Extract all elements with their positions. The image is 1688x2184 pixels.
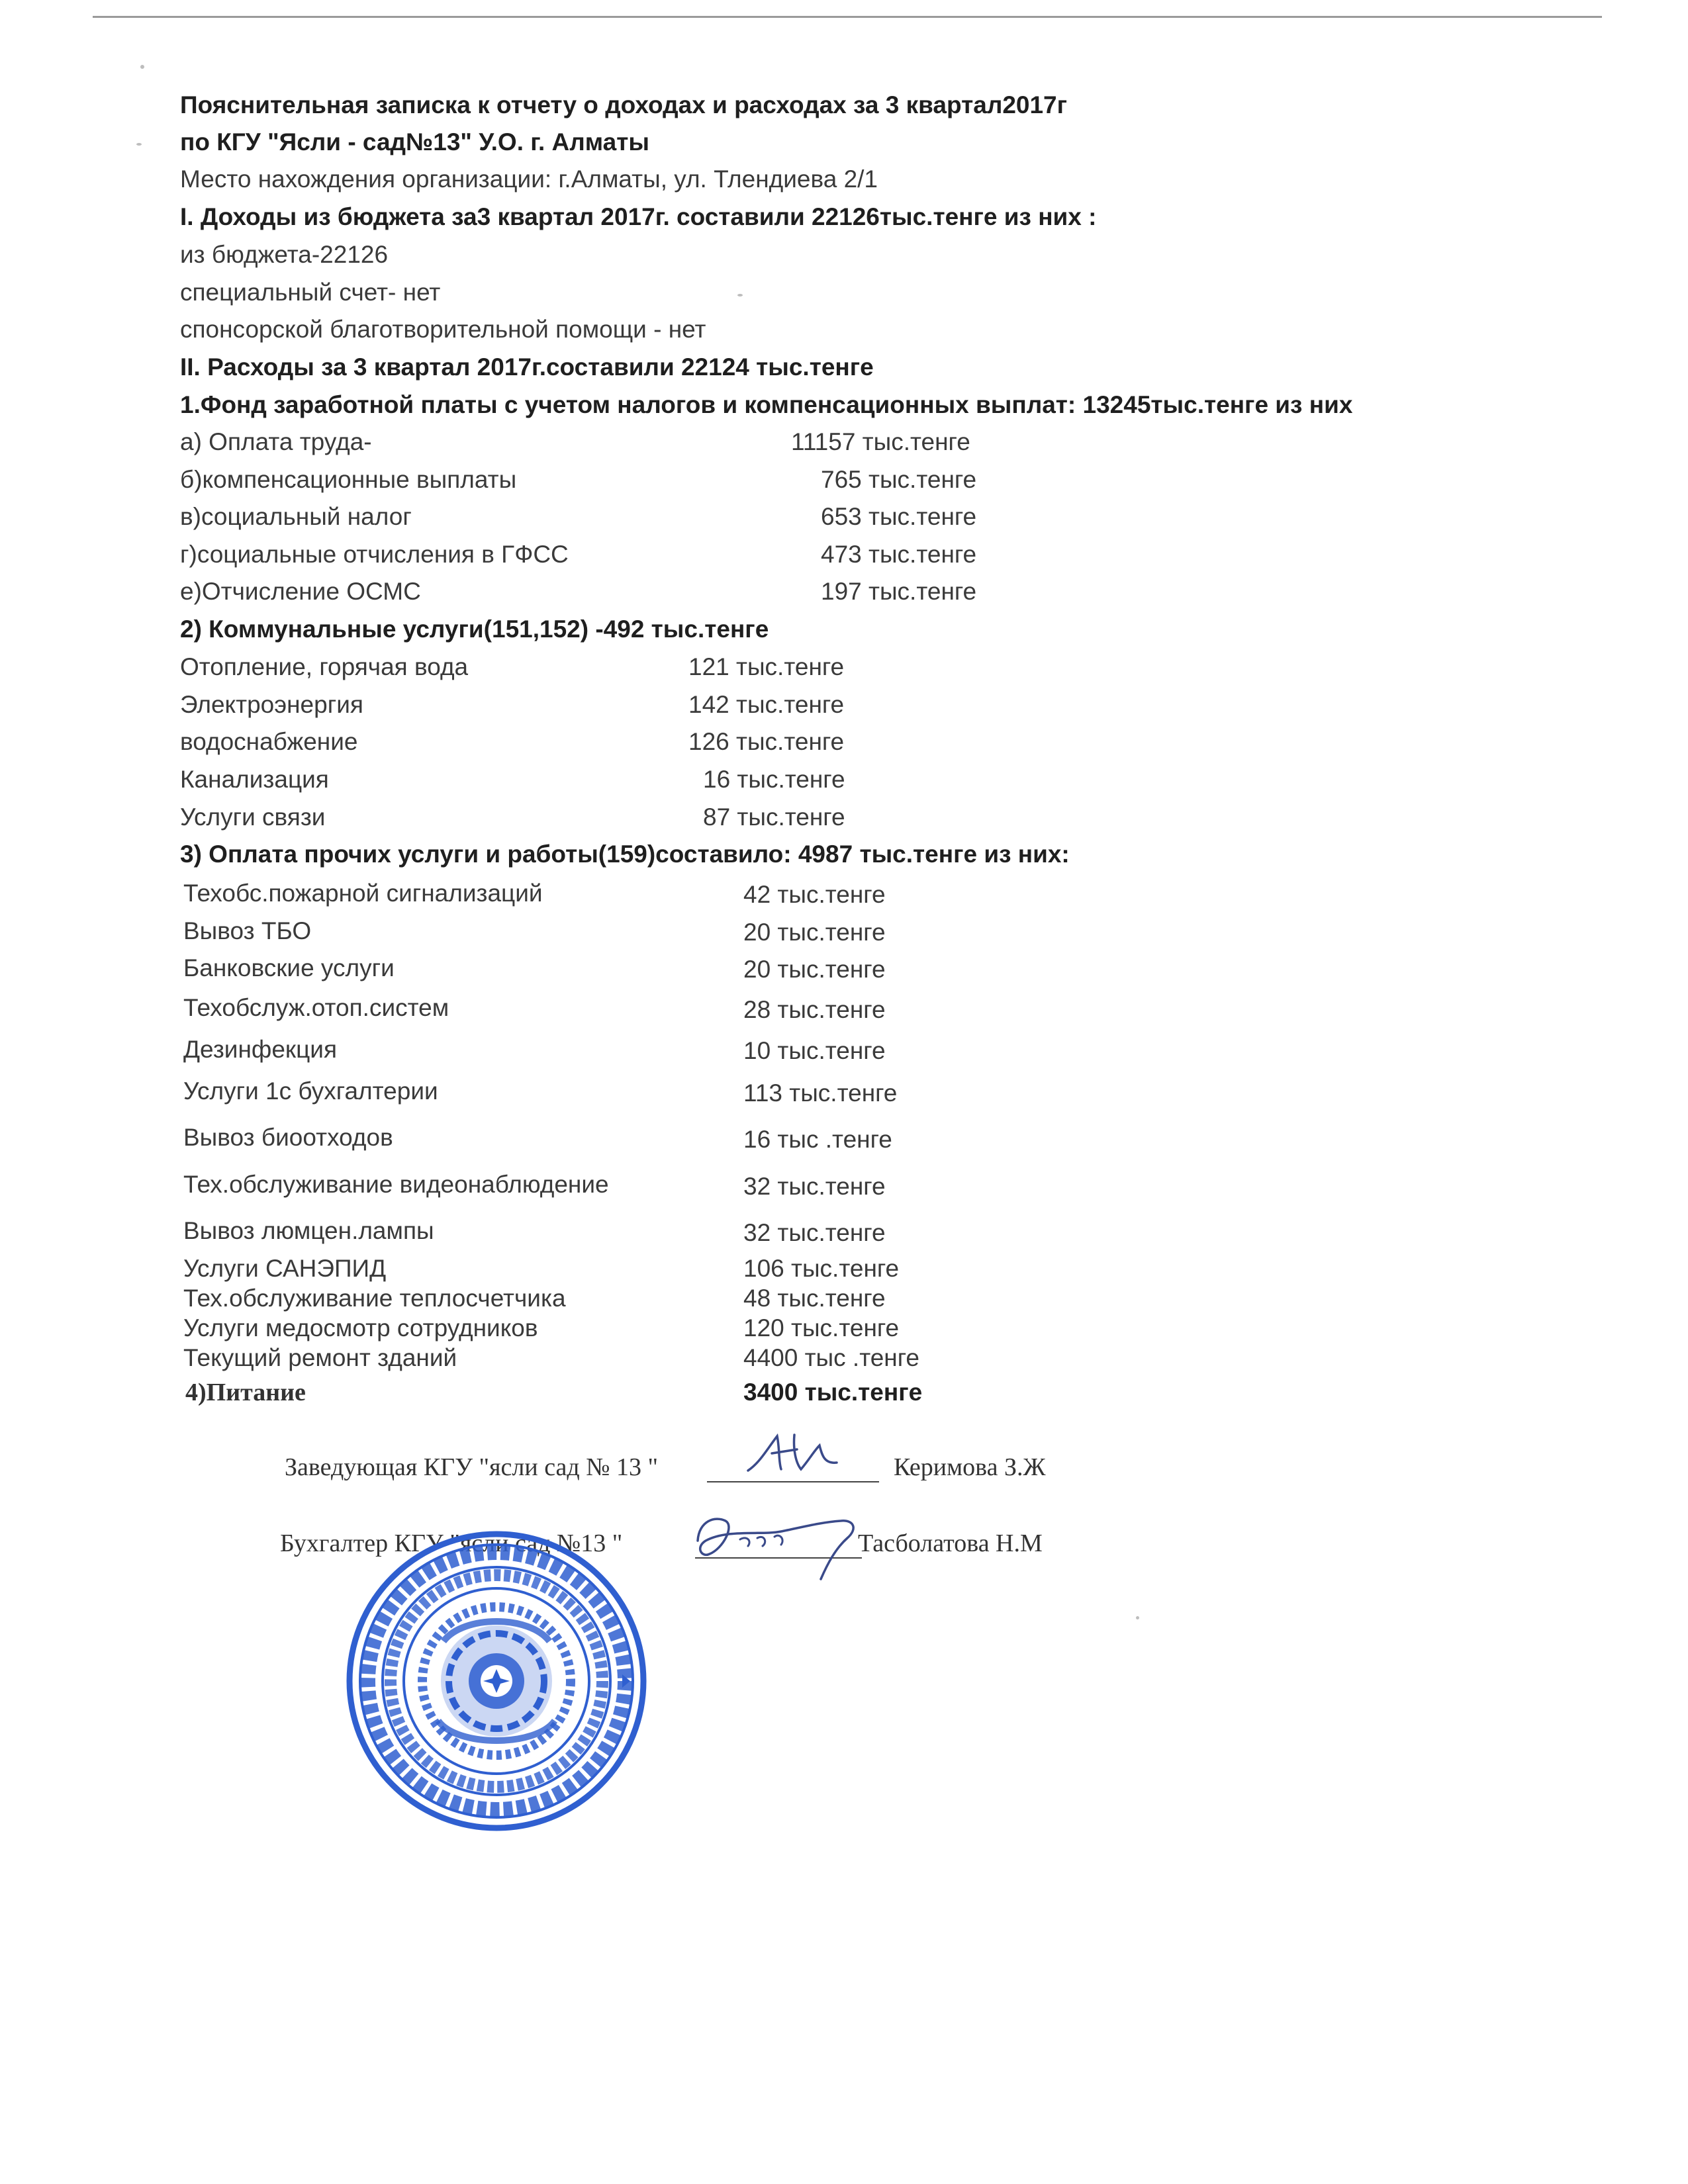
payroll-item-amount: 197 тыс.тенге bbox=[821, 578, 977, 605]
service-item-label: Дезинфекция bbox=[183, 1036, 337, 1063]
income-line: специальный счет- нет bbox=[180, 279, 441, 306]
service-item-label: Тех.обслуживание теплосчетчика bbox=[183, 1285, 566, 1312]
accountant-signature-prefix: Бухгалтер КГУ "ясли сад №13 " bbox=[280, 1529, 623, 1557]
service-item-amount: 120 тыс.тенге bbox=[743, 1314, 900, 1342]
payroll-item-label: в)социальный налог bbox=[180, 503, 412, 530]
service-item-label: Банковские услуги bbox=[183, 954, 395, 981]
payroll-item-label: е)Отчисление ОСМС bbox=[180, 578, 421, 605]
payroll-item-label: г)социальные отчисления в ГФСС bbox=[180, 541, 569, 568]
service-item-label: Техобслуж.отоп.систем bbox=[183, 994, 449, 1021]
document-title-line1: Пояснительная записка к отчету о доходах и расходах за 3 квартал2017г bbox=[180, 91, 1068, 118]
utility-item-amount: 87 тыс.тенге bbox=[703, 803, 845, 831]
organization-location: Место нахождения организации: г.Алматы, ул. Тлендиева 2/1 bbox=[180, 165, 878, 193]
utilities-heading: 2) Коммунальные услуги(151,152) -492 тыс.тенге bbox=[180, 615, 769, 643]
document-title-line2: по КГУ "Ясли - сад№13" У.О. г. Алматы bbox=[180, 128, 649, 156]
utility-item-label: Канализация bbox=[180, 766, 329, 793]
payroll-item-amount: 11157 тыс.тенге bbox=[791, 428, 970, 455]
service-item-amount: 113 тыс.тенге bbox=[743, 1079, 898, 1107]
service-item-amount: 16 тыс .тенге bbox=[743, 1126, 892, 1153]
income-line: спонсорской благотворительной помощи - нет bbox=[180, 316, 706, 343]
payroll-item-amount: 653 тыс.тенге bbox=[821, 503, 977, 530]
payroll-item-label: б)компенсационные выплаты bbox=[180, 466, 517, 493]
payroll-item-label: а) Оплата труда- bbox=[180, 428, 372, 455]
service-item-amount: 20 тыс.тенге bbox=[743, 919, 886, 946]
service-item-label: Текущий ремонт зданий bbox=[183, 1344, 457, 1371]
utility-item-label: водоснабжение bbox=[180, 728, 358, 755]
accountant-signature bbox=[688, 1501, 867, 1587]
utility-item-amount: 126 тыс.тенге bbox=[688, 728, 845, 755]
income-heading: I. Доходы из бюджета за3 квартал 2017г. составили 22126тыс.тенге из них : bbox=[180, 203, 1097, 230]
utility-item-label: Услуги связи bbox=[180, 803, 326, 831]
accountant-name: Тасболатова Н.М bbox=[858, 1529, 1043, 1557]
utility-item-amount: 142 тыс.тенге bbox=[688, 691, 845, 718]
service-item-label: Услуги 1с бухгалтерии bbox=[183, 1077, 438, 1105]
service-item-label: Вывоз ТБО bbox=[183, 917, 312, 944]
utility-item-label: Электроэнергия bbox=[180, 691, 363, 718]
service-item-amount: 106 тыс.тенге bbox=[743, 1255, 900, 1282]
service-item-amount: 28 тыс.тенге bbox=[743, 996, 886, 1023]
service-item-label: Техобс.пожарной сигнализаций bbox=[183, 880, 543, 907]
service-item-amount: 32 тыс.тенге bbox=[743, 1173, 886, 1200]
service-item-amount: 4400 тыс .тенге bbox=[743, 1344, 919, 1371]
payroll-item-amount: 473 тыс.тенге bbox=[821, 541, 977, 568]
service-item-amount: 48 тыс.тенге bbox=[743, 1285, 886, 1312]
payroll-heading: 1.Фонд заработной платы с учетом налогов и компенсационных выплат: 13245тыс.тенге из них bbox=[180, 391, 1353, 418]
head-signature-prefix: Заведующая КГУ "ясли сад № 13 " bbox=[285, 1453, 658, 1481]
head-signature bbox=[740, 1423, 859, 1482]
payroll-item-amount: 765 тыс.тенге bbox=[821, 466, 977, 493]
service-item-amount: 42 тыс.тенге bbox=[743, 881, 886, 908]
service-item-label: Вывоз люмцен.лампы bbox=[183, 1217, 434, 1244]
official-round-stamp bbox=[338, 1522, 655, 1840]
service-item-label: Тех.обслуживание видеонаблюдение bbox=[183, 1171, 609, 1198]
service-item-label: Услуги САНЭПИД bbox=[183, 1255, 387, 1282]
service-item-label: Услуги медосмотр сотрудников bbox=[183, 1314, 538, 1342]
service-item-label: Вывоз биоотходов bbox=[183, 1124, 393, 1151]
income-line: из бюджета-22126 bbox=[180, 241, 389, 268]
utility-item-label: Отопление, горячая вода bbox=[180, 653, 469, 680]
service-item-amount: 32 тыс.тенге bbox=[743, 1219, 886, 1246]
service-item-amount: 10 тыс.тенге bbox=[743, 1037, 886, 1064]
service-item-amount: 20 тыс.тенге bbox=[743, 956, 886, 983]
services-heading: 3) Оплата прочих услуги и работы(159)составило: 4987 тыс.тенге из них: bbox=[180, 841, 1070, 868]
utility-item-amount: 16 тыс.тенге bbox=[703, 766, 845, 793]
food-amount: 3400 тыс.тенге bbox=[743, 1379, 923, 1406]
head-name: Керимова З.Ж bbox=[894, 1453, 1046, 1481]
utility-item-amount: 121 тыс.тенге bbox=[688, 653, 845, 680]
expenses-heading: II. Расходы за 3 квартал 2017г.составили 22124 тыс.тенге bbox=[180, 353, 874, 381]
food-label: 4)Питание bbox=[185, 1379, 306, 1406]
